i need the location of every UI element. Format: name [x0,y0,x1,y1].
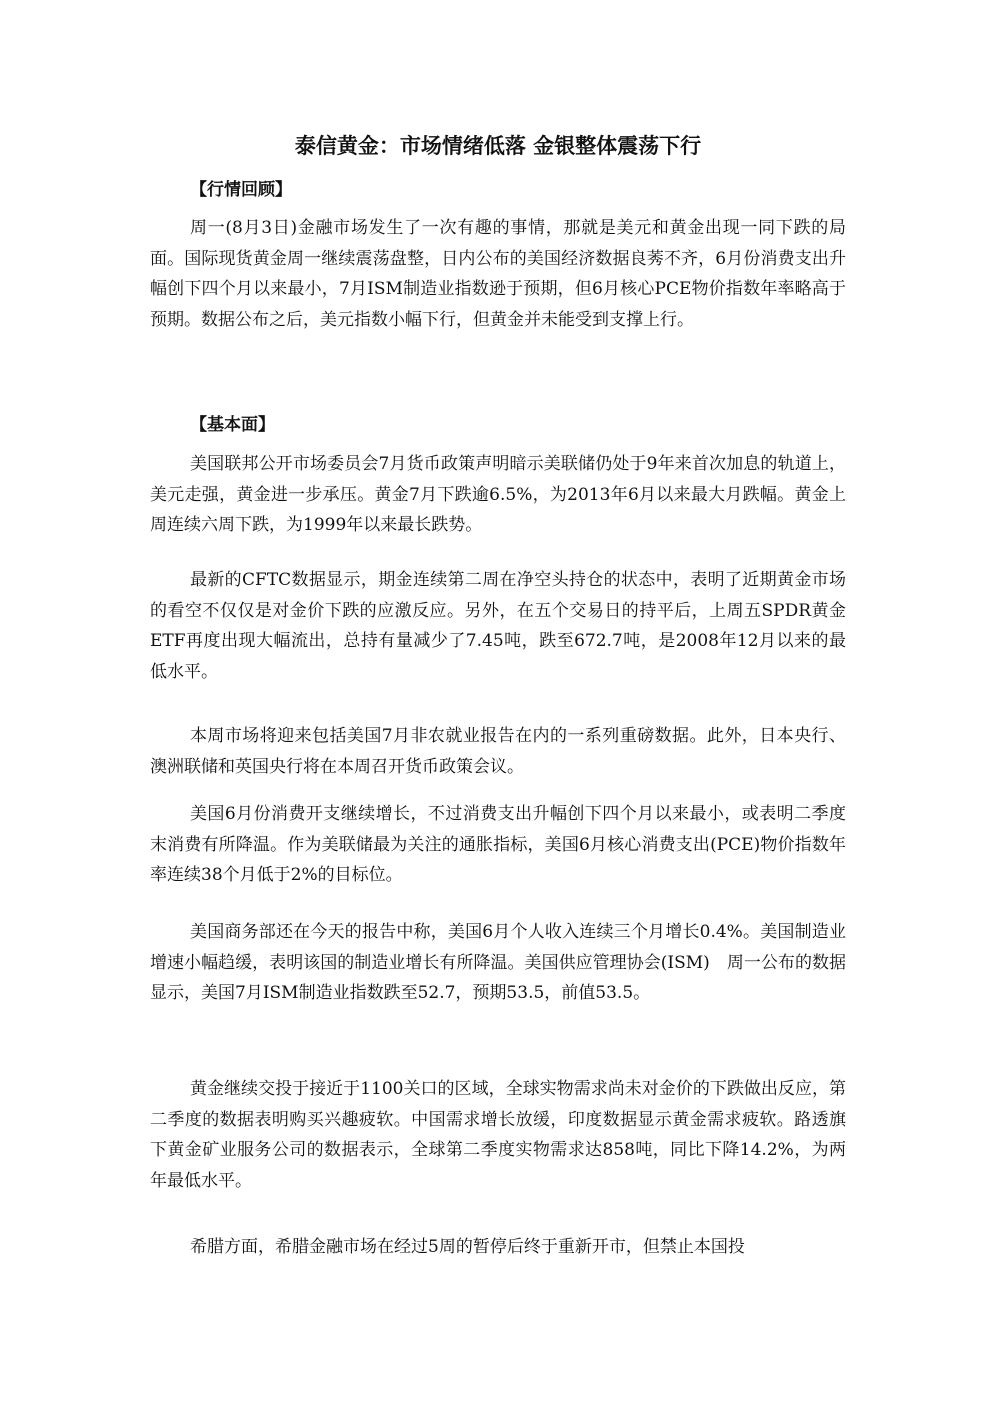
paragraph-fundamentals-5: 美国商务部还在今天的报告中称，美国6月个人收入连续三个月增长0.4%。美国制造业增速小幅趋缓，表明该国的制造业增长有所降温。美国供应管理协会(ISM) 周一公布的数据显示，美国7月ISM制造业指数跌至52.7，预期53.5，前值53.5。 [150,922,846,1003]
section-heading-fundamentals: 【基本面】 [190,415,275,435]
section-heading-market-review: 【行情回顾】 [190,180,292,200]
paragraph-fundamentals-6: 黄金继续交投于接近于1100关口的区域，全球实物需求尚未对金价的下跌做出反应，第二季度的数据表明购买兴趣疲软。中国需求增长放缓，印度数据显示黄金需求疲软。路透旗下黄金矿业服务公司的数据表示，全球第二季度实物需求达858吨，同比下降14.2%，为两年最低水平。 [150,1079,846,1191]
paragraph-fundamentals-3: 本周市场将迎来包括美国7月非农就业报告在内的一系列重磅数据。此外，日本央行、澳洲联储和英国央行将在本周召开货币政策会议。 [150,726,846,777]
document-title: 泰信黄金：市场情绪低落 金银整体震荡下行 [294,134,702,158]
paragraph-fundamentals-4: 美国6月份消费开支继续增长，不过消费支出升幅创下四个月以来最小，或表明二季度末消费有所降温。作为美联储最为关注的通胀指标，美国6月核心消费支出(PCE)物价指数年率连续38个月低于2%的目标位。 [150,804,846,885]
paragraph-fundamentals-1: 美国联邦公开市场委员会7月货币政策声明暗示美联储仍处于9年来首次加息的轨道上，美元走强，黄金进一步承压。黄金7月下跌逾6.5%，为2013年6月以来最大月跌幅。黄金上周连续六周下跌，为1999年以来最长跌势。 [150,454,846,535]
paragraph-market-review-1: 周一(8月3日)金融市场发生了一次有趣的事情，那就是美元和黄金出现一同下跌的局面。国际现货黄金周一继续震荡盘整，日内公布的美国经济数据良莠不齐，6月份消费支出升幅创下四个月以来最小，7月ISM制造业指数逊于预期，但6月核心PCE物价指数年率略高于预期。数据公布之后，美元指数小幅下行，但黄金并未能受到支撑上行。 [150,218,846,330]
paragraph-fundamentals-7: 希腊方面，希腊金融市场在经过5周的暂停后终于重新开市，但禁止本国投 [190,1237,745,1257]
paragraph-fundamentals-2: 最新的CFTC数据显示，期金连续第二周在净空头持仓的状态中，表明了近期黄金市场的看空不仅仅是对金价下跌的应激反应。另外，在五个交易日的持平后，上周五SPDR黄金ETF再度出现大幅流出，总持有量减少了7.45吨，跌至672.7吨，是2008年12月以来的最低水平。 [150,570,846,682]
